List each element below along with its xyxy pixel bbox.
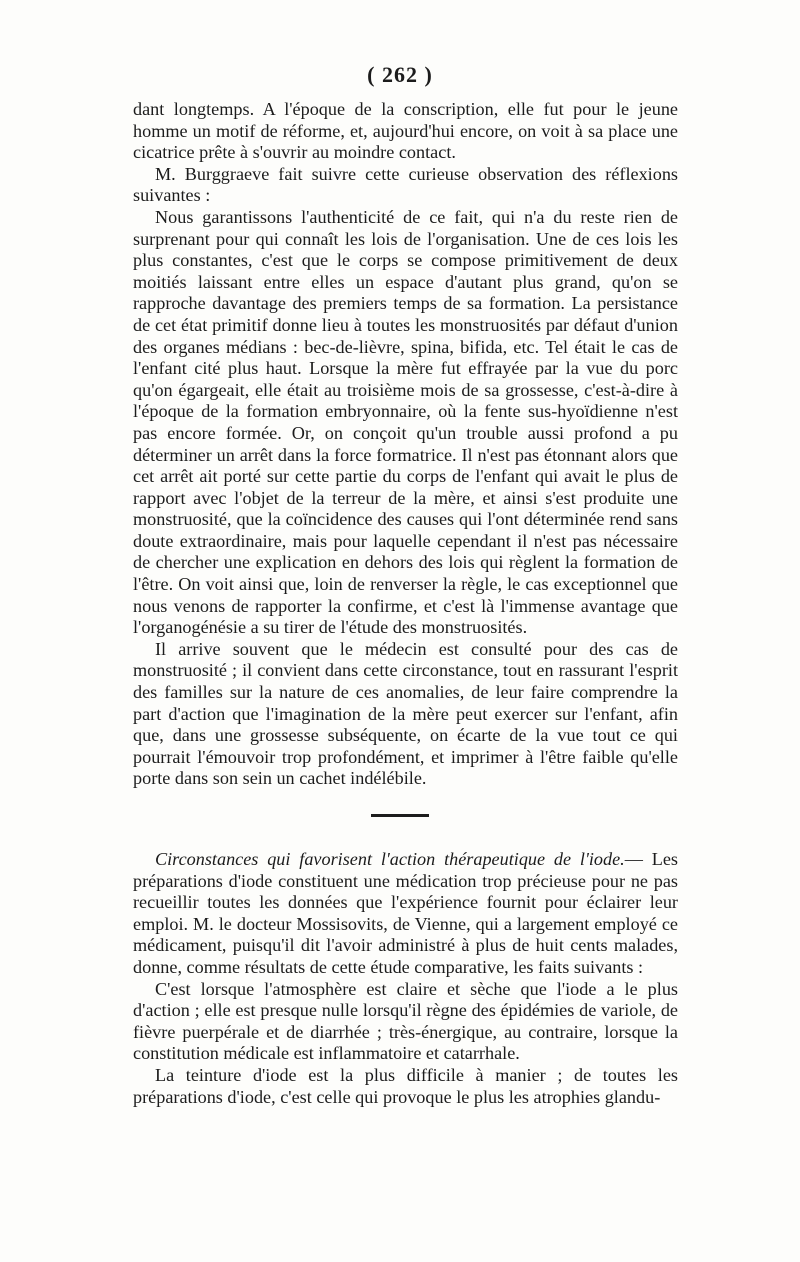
text-section-monstrosity	[133, 99, 678, 790]
page-number: ( 262 )	[367, 62, 433, 87]
section-separator-rule	[371, 814, 429, 817]
paragraph-tincture: La teinture d'iode est la plus difficile à manier ; de toutes les préparations d'iode, c'est celle qui provoque le plus les atrophies glandu-	[133, 1064, 678, 1107]
paragraph-burggraeve-intro: M. Burggraeve fait suivre cette curieuse observation des réflexions suivantes :	[133, 163, 678, 206]
paragraph-iodine-body: Les préparations d'iode constituent une médication trop précieuse pour ne pas recueillir toutes les données que l'expérience fournit pour éclairer leur emploi. M. le docteur Mossisovits, de Vienne, qui a largement employé ce médicament, puisqu'il dit l'avoir administré à plus de huit cents malades, donne, comme résultats de cette étude comparative, les faits suivants :	[133, 849, 678, 977]
heading-dash: —	[624, 849, 643, 869]
section-heading: Circonstances qui favorisent l'action thérapeutique de l'iode.	[155, 849, 625, 869]
text-section-iodine	[133, 849, 678, 1108]
paragraph-atmosphere: C'est lorsque l'atmosphère est claire et sèche que l'iode a le plus d'action ; elle est presque nulle lorsqu'il règne des épidémies de variole, de fièvre puerpérale et de diarrhée ; très-énergique, au contraire, lorsque la constitution médicale est inflammatoire et catarrhale.	[133, 978, 678, 1064]
paragraph-continuation: dant longtemps. A l'époque de la conscription, elle fut pour le jeune homme un motif de réforme, et, aujourd'hui encore, on voit à sa place une cicatrice prête à s'ouvrir au moindre contact.	[133, 99, 678, 163]
paragraph-authenticity: Nous garantissons l'authenticité de ce fait, qui n'a du reste rien de surprenant pour qui connaît les lois de l'organisation. Une de ces lois les plus constantes, c'est que le corps se compose primitivement de deux moitiés laissant entre elles un espace d'autant plus grand, qu'on se rapproche davantage des premiers temps de sa formation. La persistance de cet état primitif donne lieu à toutes les monstruosités par défaut d'union des organes médians : bec-de-lièvre, spina, bifida, etc. Tel était le cas de l'enfant cité plus haut. Lorsque la mère fut effrayée par la vue du porc qu'on égargeait, elle était au troisième mois de sa grossesse, c'est-à-dire à l'époque de la formation embryonnaire, où la fente sus-hyoïdienne n'est pas encore formée. Or, on conçoit qu'un trouble aussi profond a pu déterminer un arrêt dans la force formatrice. Il n'est pas étonnant alors que cet arrêt ait porté sur cette partie du corps de l'enfant qui avait le plus de rapport avec l'objet de la terreur de la mère, et ainsi s'est produite une monstruosité, que la coïncidence des causes qui l'ont déterminée rend sans doute extraordinaire, mais pour laquelle cependant il n'est pas nécessaire de chercher une explication en dehors des lois qui règlent la formation de l'être. On voit ainsi que, loin de renverser la règle, le cas exceptionnel que nous venons de rapporter la confirme, et c'est là l'immense avantage que l'organogénésie a su tirer de l'étude des monstruosités.	[133, 206, 678, 638]
paragraph-physician-advice: Il arrive souvent que le médecin est consulté pour des cas de monstruosité ; il convient dans cette circonstance, tout en rassurant l'esprit des familles sur la nature de ces anomalies, de leur faire comprendre la part d'action que l'imagination de la mère peut exercer sur l'enfant, afin que, dans une grossesse subséquente, on écarte de la vue tout ce qui pourrait l'émouvoir trop profondément, et imprimer à l'être faible qu'elle porte dans son sein un cachet indélébile.	[133, 638, 678, 789]
paragraph-iodine-intro	[133, 849, 678, 979]
